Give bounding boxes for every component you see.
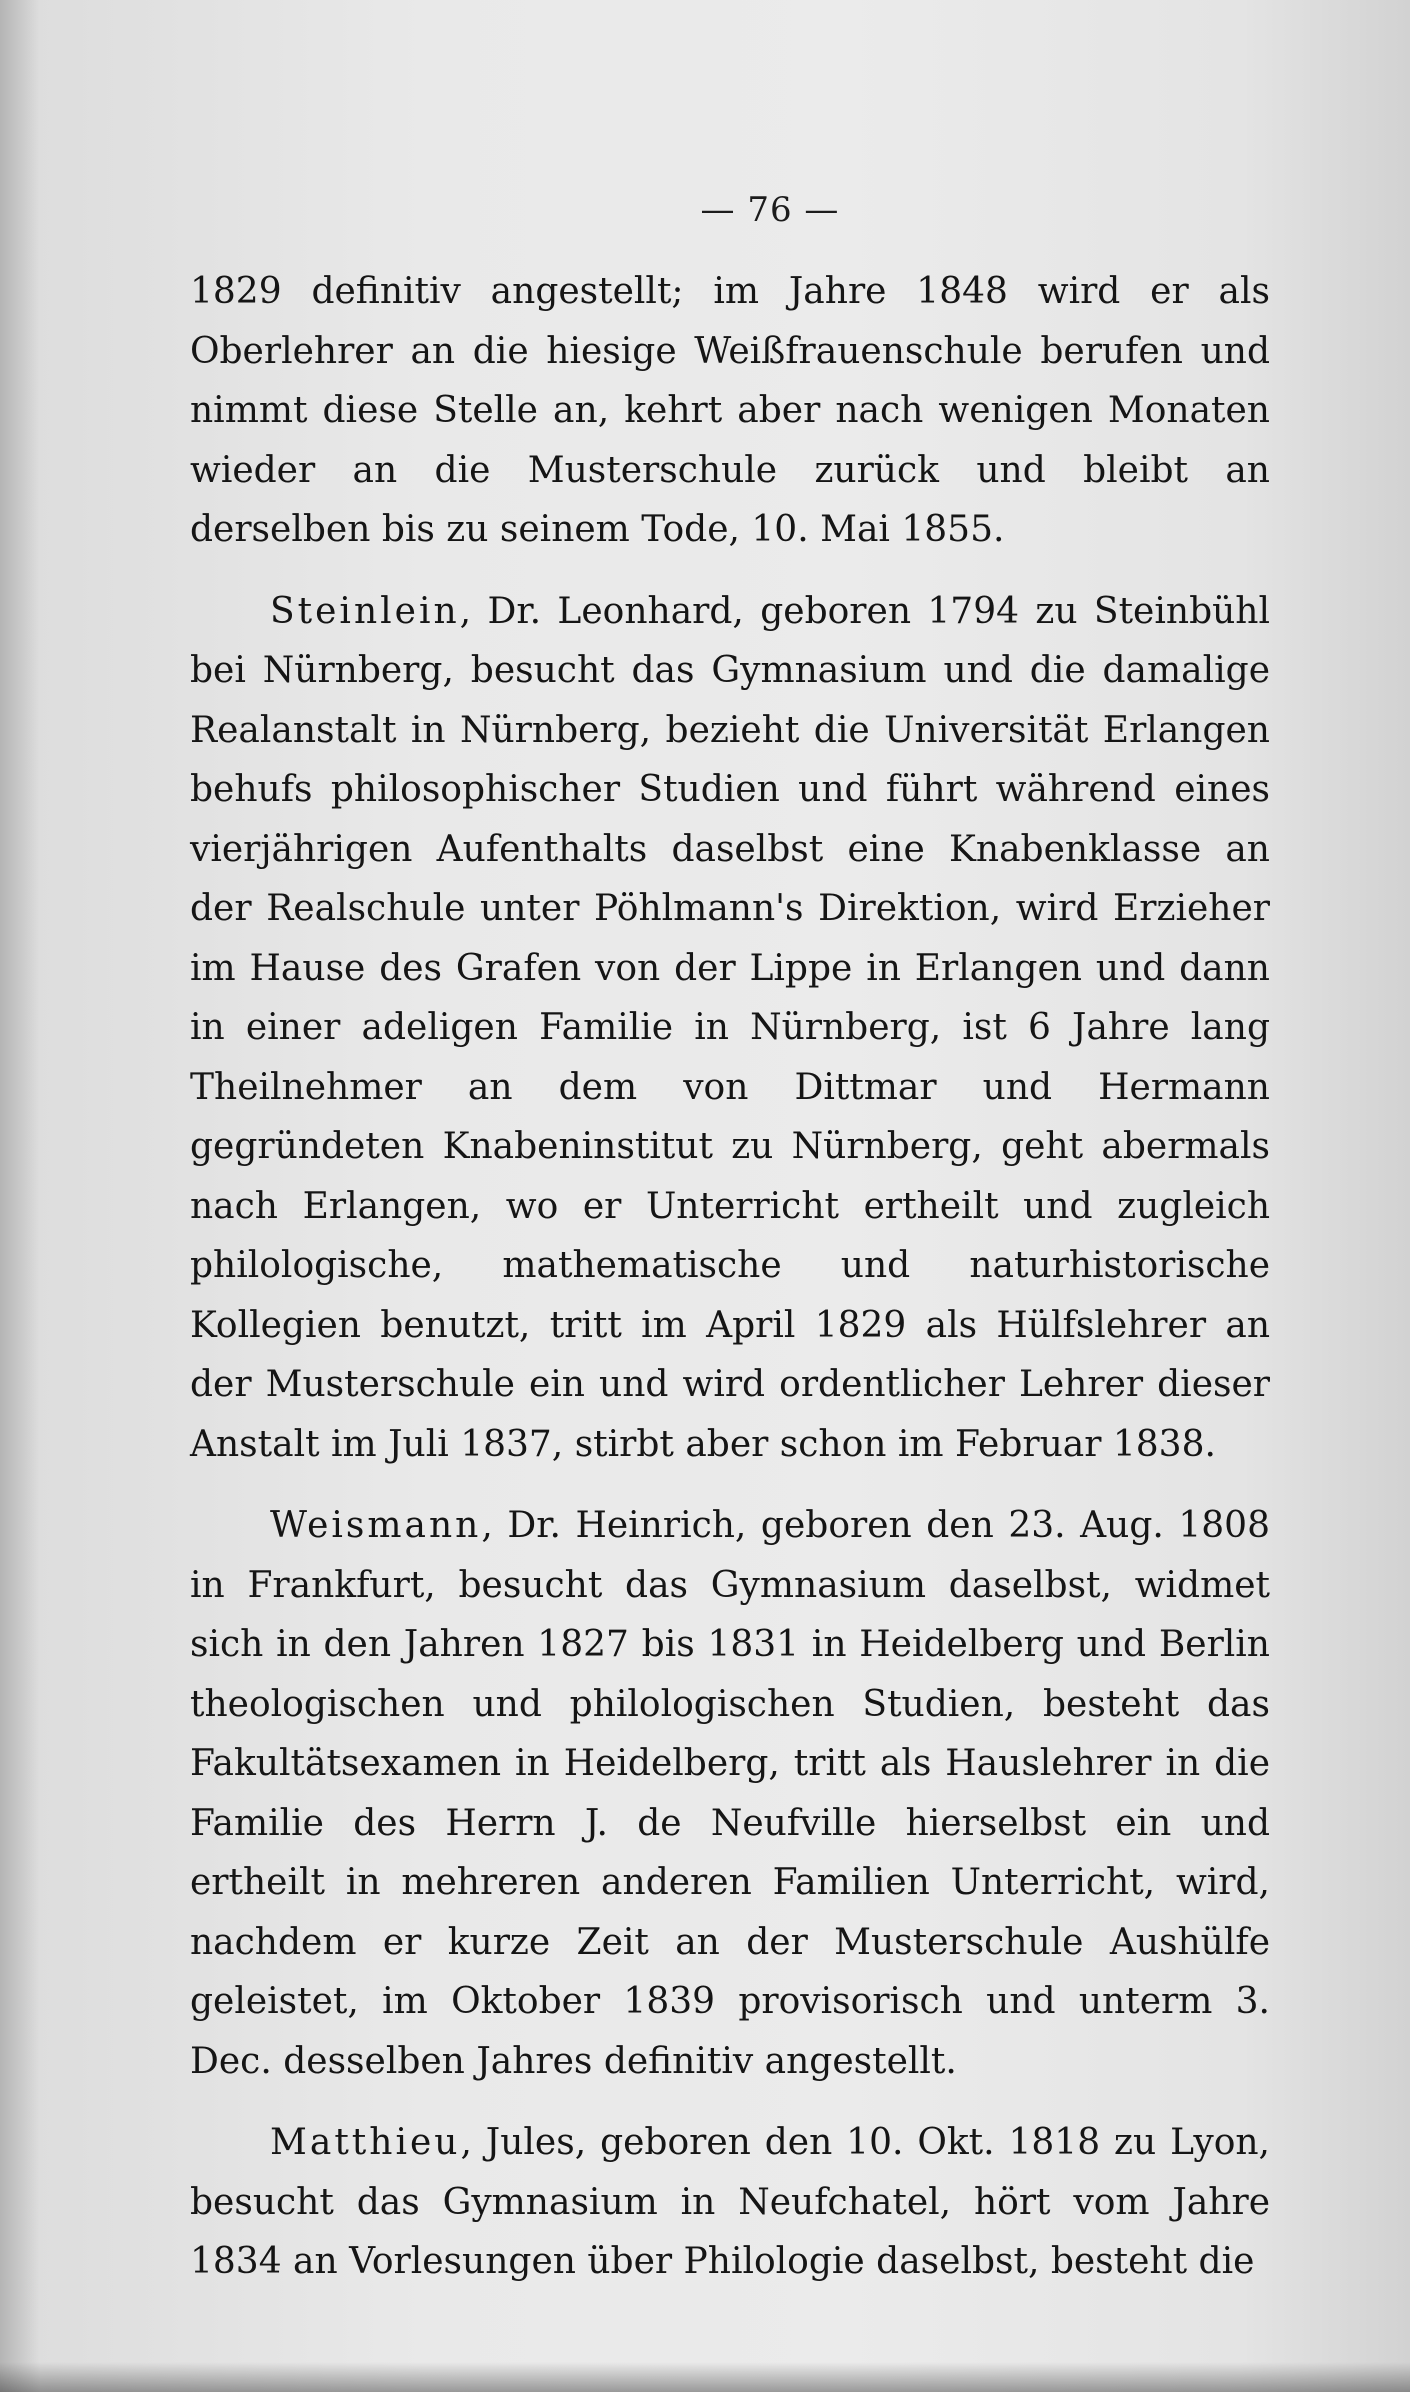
- entry-name: Matthieu: [270, 2122, 461, 2163]
- page-body: [190, 262, 1270, 2314]
- page-bottom-shadow: [0, 2362, 1410, 2392]
- page-gutter-shadow: [0, 0, 40, 2392]
- paragraph-continuation: [190, 262, 1270, 560]
- paragraph-matthieu: [190, 2113, 1270, 2292]
- paragraph-weismann: [190, 1496, 1270, 2091]
- paragraph-steinlein: [190, 582, 1270, 1475]
- paragraph-text: , Jules, geboren den 10. Okt. 1818 zu Lyon, besucht das Gymnasium in Neufchatel, hört vom Jahre 1834 an Vorlesungen über Philologie daselbst, besteht die: [190, 2122, 1270, 2282]
- paragraph-text: , Dr. Leonhard, geboren 1794 zu Steinbühl bei Nürnberg, besucht das Gymnasium und die damalige Realanstalt in Nürnberg, bezieht die Universität Erlangen behufs philosophischer Studien und führt während eines vierjährigen Aufenthalts daselbst eine Knabenklasse an der Realschule unter Pöhlmann's Direktion, wird Erzieher im Hause des Grafen von der Lippe in Erlangen und dann in einer adeligen Familie in Nürnberg, ist 6 Jahre lang Theilnehmer an dem von Dittmar und Hermann gegründeten Knabeninstitut zu Nürnberg, geht abermals nach Erlangen, wo er Unterricht ertheilt und zugleich philologische, mathematische und naturhistorische Kollegien benutzt, tritt im April 1829 als Hülfslehrer an der Musterschule ein und wird ordentlicher Lehrer dieser Anstalt im Juli 1837, stirbt aber schon im Februar 1838.: [190, 590, 1270, 1465]
- page-number: — 76 —: [700, 190, 840, 230]
- paragraph-text: , Dr. Heinrich, geboren den 23. Aug. 1808 in Frankfurt, besucht das Gymnasium daselbst, widmet sich in den Jahren 1827 bis 1831 in Heidelberg und Berlin theologischen und philologischen Studien, besteht das Fakultätsexamen in Heidelberg, tritt als Hauslehrer in die Familie des Herrn J. de Neufville hierselbst ein und ertheilt in mehreren anderen Familien Unterricht, wird, nachdem er kurze Zeit an der Musterschule Aushülfe geleistet, im Oktober 1839 provisorisch und unterm 3. Dec. desselben Jahres definitiv angestellt.: [190, 1505, 1270, 2082]
- paragraph-text: 1829 definitiv angestellt; im Jahre 1848 wird er als Oberlehrer an die hiesige Weißfrauenschule berufen und nimmt diese Stelle an, kehrt aber nach wenigen Monaten wieder an die Musterschule zurück und bleibt an derselben bis zu seinem Tode, 10. Mai 1855.: [190, 271, 1270, 550]
- entry-name: Steinlein: [270, 590, 460, 632]
- entry-name: Weismann: [270, 1505, 482, 1546]
